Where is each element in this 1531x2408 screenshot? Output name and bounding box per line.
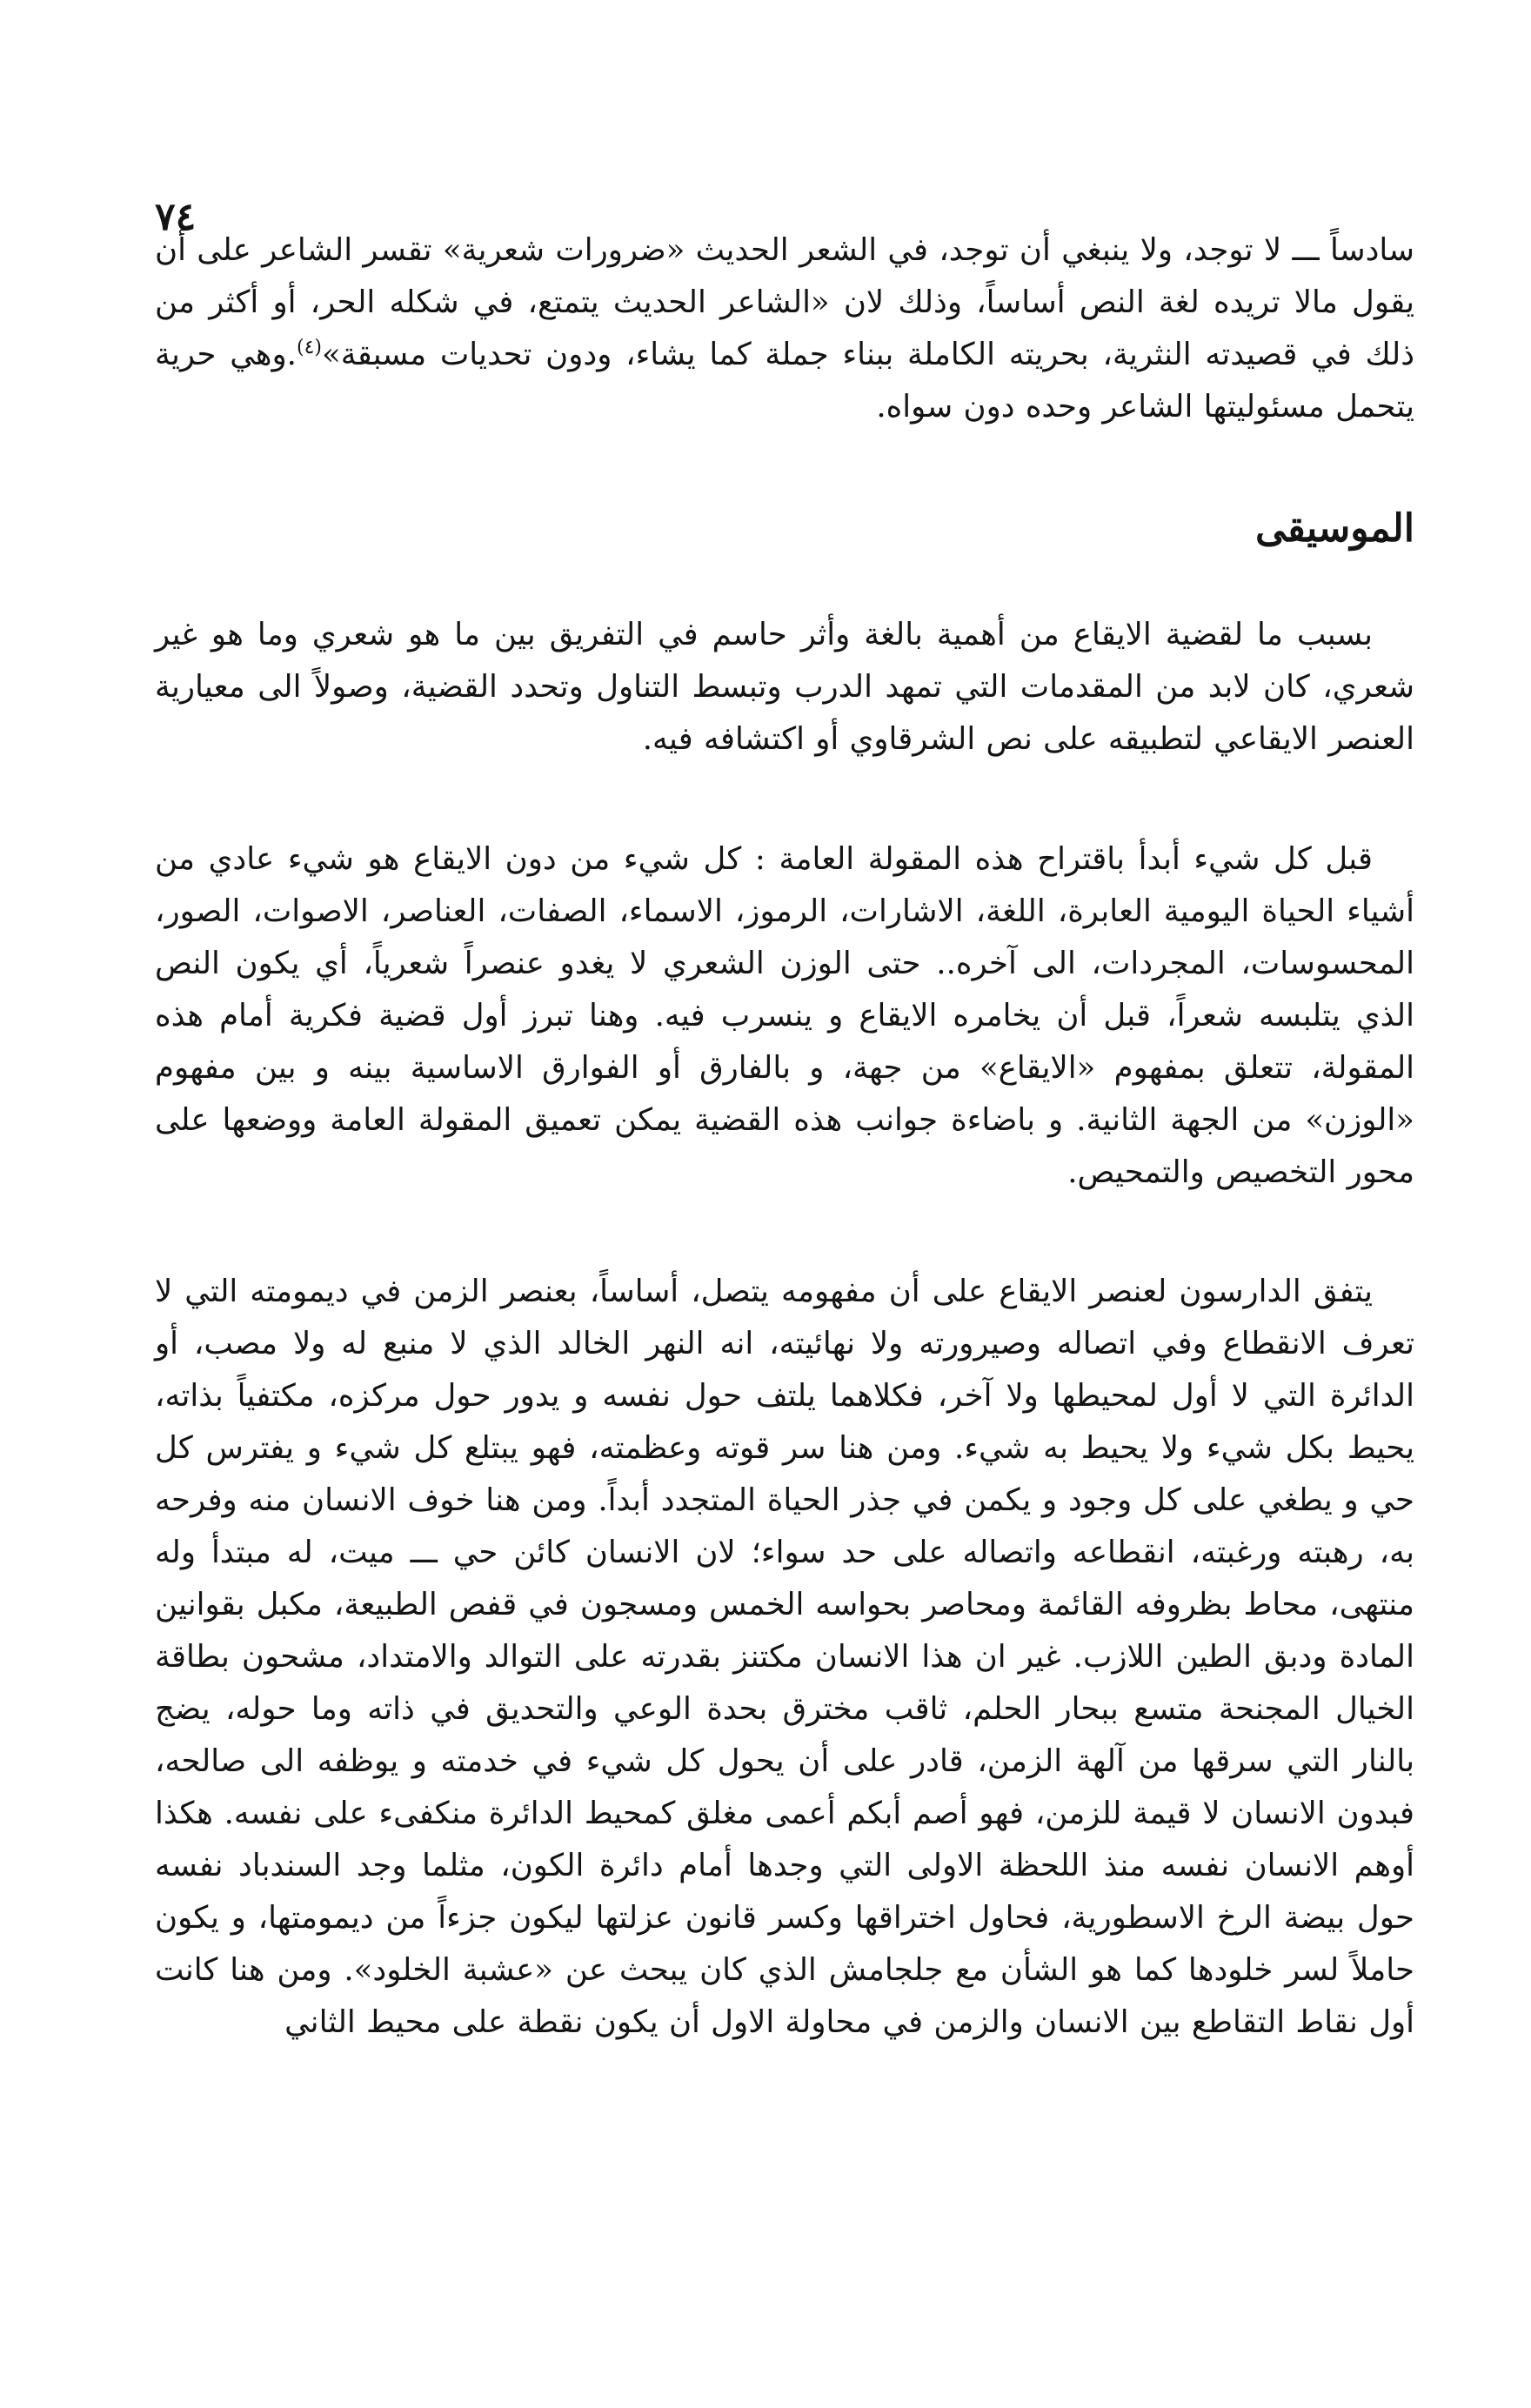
paragraph-text: بسبب ما لقضية الايقاع من أهمية بالغة وأثر حاسم في التفريق بين ما هو شعري وما هو غير شعري، كان لابد من المقدمات التي تمهد الدرب وتبسط التناول وتحدد القضية، وصولاً الى معيارية العنصر الايقاعي لتطبيقه على نص الشرقاوي أو اكتشافه فيه. <box>155 617 1414 757</box>
paragraph-1-body: سادساً ـــ لا توجد، ولا ينبغي أن توجد، في الشعر الحديث «ضرورات شعرية» تقسر الشاعر على أن يقول مالا تريده لغة النص أساساً، وذلك لان «الشاعر الحديث يتمتع، في شكله الحر، أو أكثر من ذلك في قصيدته النثرية، بحريته الكاملة ببناء جملة كما يشاء، ودون تحديات مسبقة» <box>155 232 1415 372</box>
section-heading-music: الموسيقى <box>1255 506 1414 551</box>
paragraph-general-statement <box>155 833 1414 1199</box>
page-number: ٧٤ <box>155 195 197 239</box>
footnote-reference: (٤) <box>296 337 322 359</box>
paragraph-text <box>155 224 1414 433</box>
paragraph-text: قبل كل شيء أبدأ باقتراح هذه المقولة العامة : كل شيء من دون الايقاع هو شيء عادي من أشياء الحياة اليومية العابرة، اللغة، الاشارات، الرموز، الاسماء، الصفات، العناصر، الاصوات، الصور، المحسوسات، المجردات، الى آخره.. حتى الوزن الشعري لا يغدو عنصراً شعرياً، أي يكون النص الذي يتلبسه شعراً، قبل أن يخامره الايقاع و ينسرب فيه. وهنا تبرز أول قضية فكرية أمام هذه المقولة، تتعلق بمفهوم «الايقاع» من جهة، و بالفارق أو الفوارق الاساسية بينه و بين مفهوم «الوزن» من الجهة الثانية. و باضاءة جوانب هذه القضية يمكن تعميق المقولة العامة ووضعها على محور التخصيص والتمحيص. <box>155 841 1414 1190</box>
paragraph-1-tail: .وهي حرية يتحمل مسئوليتها الشاعر وحده دون سواه. <box>155 337 1414 425</box>
paragraph-rhythm-and-time <box>155 1266 1414 2049</box>
paragraph-rhythm-importance <box>155 609 1414 766</box>
paragraph-sixth-point <box>155 224 1414 433</box>
paragraph-text: يتفق الدارسون لعنصر الايقاع على أن مفهومه يتصل، أساساً، بعنصر الزمن في ديمومته التي لا تعرف الانقطاع وفي اتصاله وصيرورته ولا نهائيته، انه النهر الخالد الذي لا منبع له ولا مصب، أو الدائرة التي لا أول لمحيطها ولا آخر، فكلاهما يلتف حول نفسه و يدور حول مركزه، مكتفياً بذاته، يحيط بكل شيء ولا يحيط به شيء. ومن هنا سر قوته وعظمته، فهو يبتلع كل شيء و يفترس كل حي و يطغي على كل وجود و يكمن في جذر الحياة المتجدد أبداً. ومن هنا خوف الانسان منه وفرحه به، رهبته ورغبته، انقطاعه واتصاله على حد سواء؛ لان الانسان كائن حي ـــ ميت، له مبتدأ وله منتهى، محاط بظروفه القائمة ومحاصر بحواسه الخمس ومسجون في قفص الطبيعة، مكبل بقوانين المادة ودبق الطين اللازب. غير ان هذا الانسان مكتنز بقدرته على التوالد والامتداد، مشحون بطاقة الخيال المجنحة متسع ببحار الحلم، ثاقب مخترق بحدة الوعي والتحديق في ذاته وما حوله، يضج بالنار التي سرقها من آلهة الزمن، قادر على أن يحول كل شيء في خدمته و يوظفه الى صالحه، فبدون الانسان لا قيمة للزمن، فهو أصم أبكم أعمى مغلق كمحيط الدائرة منكفىء على نفسه. هكذا أوهم الانسان نفسه منذ اللحظة الاولى التي وجدها أمام دائرة الكون، مثلما وجد السندباد نفسه حول بيضة الرخ الاسطورية، فحاول اختراقها وكسر قانون عزلتها ليكون جزءاً من ديمومتها، و يكون حاملاً لسر خلودها كما هو الشأن مع جلجامش الذي كان يبحث عن «عشبة الخلود». ومن هنا كانت أول نقاط التقاطع بين الانسان والزمن في محاولة الاول أن يكون نقطة على محيط الثاني <box>155 1274 1414 2040</box>
